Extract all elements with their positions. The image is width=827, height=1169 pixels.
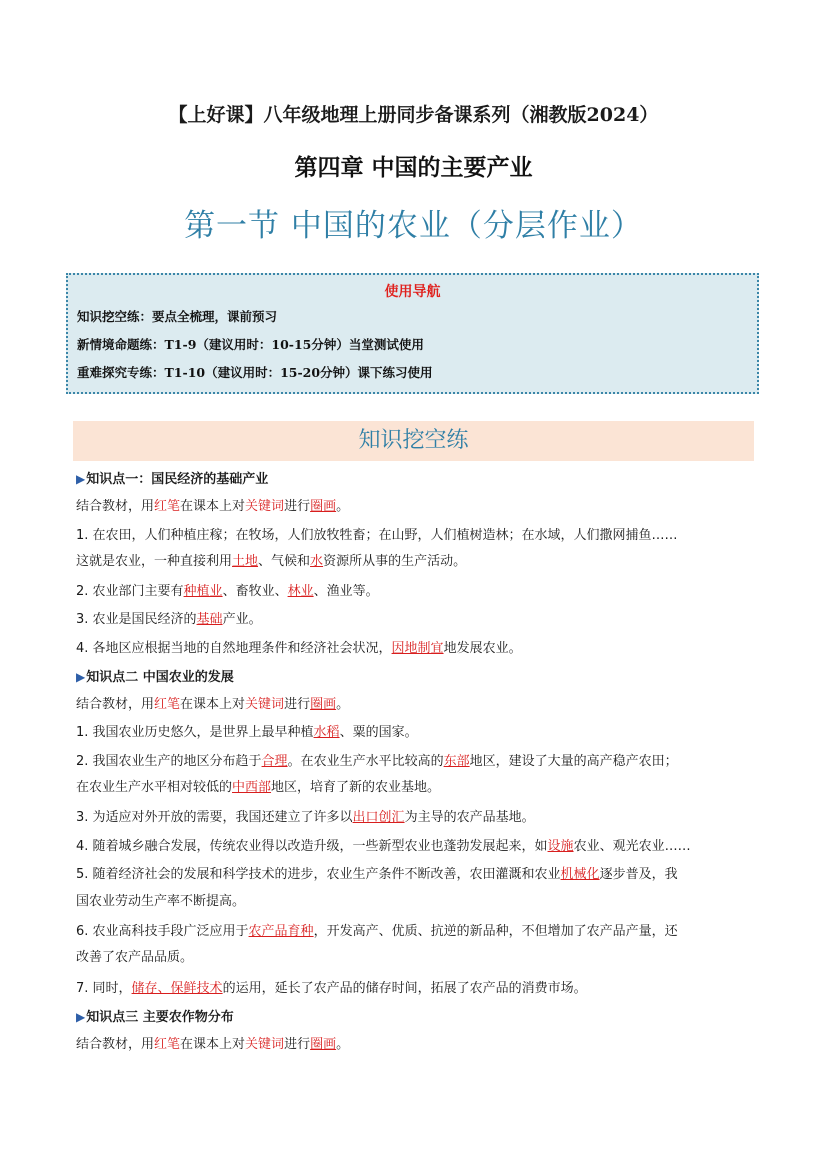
list-item: 6. 农业高科技手段广泛应用于农产品育种，开发高产、优质、抗逆的新品种，不但增加了农产品产量，还: [76, 924, 678, 939]
list-item-continued: 在农业生产水平相对较低的中西部地区，培育了新的农业基地。: [76, 780, 441, 795]
chapter-title: 第四章 中国的主要产业: [294, 155, 533, 181]
usage-guide-line: 新情境命题练：T1-9（建议用时：10-15分钟）当堂测试使用: [77, 337, 424, 352]
list-item: 7. 同时，储存、保鲜技术的运用，延长了农产品的储存时间，拓展了农产品的消费市场。: [76, 981, 587, 996]
instruction-line: 结合教材，用红笔在课本上对关键词进行圈画。: [76, 1037, 350, 1052]
fill-blank: 东部: [443, 754, 470, 769]
knowledge-point-heading: ▶知识点二 中国农业的发展: [76, 670, 234, 685]
fill-blank: 水稻: [313, 725, 340, 740]
fill-blank: 农产品育种: [248, 924, 314, 939]
list-item-continued: 改善了农产品品质。: [76, 950, 194, 965]
list-item: 4. 随着城乡融合发展，传统农业得以改造升级，一些新型农业也蓬勃发展起来，如设施农业、观光农业……: [76, 839, 691, 854]
list-item: 1. 我国农业历史悠久，是世界上最早种植水稻、粟的国家。: [76, 725, 418, 740]
fill-blank: 土地: [232, 554, 259, 569]
triangle-bullet-icon: ▶: [76, 472, 86, 486]
list-item: 2. 我国农业生产的地区分布趋于合理。在农业生产水平比较高的东部地区，建设了大量的高产稳产农田；: [76, 754, 678, 769]
knowledge-point-heading: ▶知识点三 主要农作物分布: [76, 1010, 234, 1025]
list-item-continued: 国农业劳动生产率不断提高。: [76, 894, 246, 909]
list-item: 3. 为适应对外开放的需要，我国还建立了许多以出口创汇为主导的农产品基地。: [76, 810, 535, 825]
knowledge-point-heading: ▶知识点一：国民经济的基础产业: [76, 472, 269, 487]
fill-blank: 林业: [287, 584, 314, 599]
list-item: 1. 在农田，人们种植庄稼；在牧场，人们放牧牲畜；在山野，人们植树造林；在水域，人们撒网捕鱼……: [76, 528, 678, 543]
fill-blank: 合理: [261, 754, 288, 769]
fill-blank: 基础: [196, 612, 223, 627]
list-item: 3. 农业是国民经济的基础产业。: [76, 612, 262, 627]
fill-blank: 机械化: [560, 867, 600, 882]
usage-guide-box: [66, 273, 759, 394]
list-item-continued: 这就是农业，一种直接利用土地、气候和水资源所从事的生产活动。: [76, 554, 467, 569]
instruction-line: 结合教材，用红笔在课本上对关键词进行圈画。: [76, 697, 350, 712]
list-item: 4. 各地区应根据当地的自然地理条件和经济社会状况，因地制宜地发展农业。: [76, 641, 522, 656]
list-item: 5. 随着经济社会的发展和科学技术的进步，农业生产条件不断改善，农田灌溉和农业机械化逐步普及，我: [76, 867, 678, 882]
usage-guide-line: 重难探究专练：T1-10（建议用时：15-20分钟）课下练习使用: [77, 365, 433, 380]
triangle-bullet-icon: ▶: [76, 670, 86, 684]
fill-blank: 种植业: [183, 584, 223, 599]
usage-guide-line: 知识挖空练：要点全梳理，课前预习: [77, 309, 278, 324]
list-item: 2. 农业部门主要有种植业、畜牧业、林业、渔业等。: [76, 584, 379, 599]
triangle-bullet-icon: ▶: [76, 1010, 86, 1024]
fill-blank: 出口创汇: [352, 810, 405, 825]
fill-blank: 储存、保鲜技术: [131, 981, 223, 996]
fill-blank: 因地制宜: [391, 641, 444, 656]
section-title: 第一节 中国的农业（分层作业）: [184, 208, 643, 244]
usage-guide-heading: 使用导航: [384, 284, 441, 300]
instruction-line: 结合教材，用红笔在课本上对关键词进行圈画。: [76, 499, 350, 514]
series-title: 【上好课】八年级地理上册同步备课系列（湘教版2024）: [168, 104, 659, 126]
fill-blank: 中西部: [232, 780, 272, 795]
fill-blank: 设施: [547, 839, 574, 854]
fill-blank: 水: [310, 554, 324, 569]
section-banner: 知识挖空练: [73, 421, 754, 461]
